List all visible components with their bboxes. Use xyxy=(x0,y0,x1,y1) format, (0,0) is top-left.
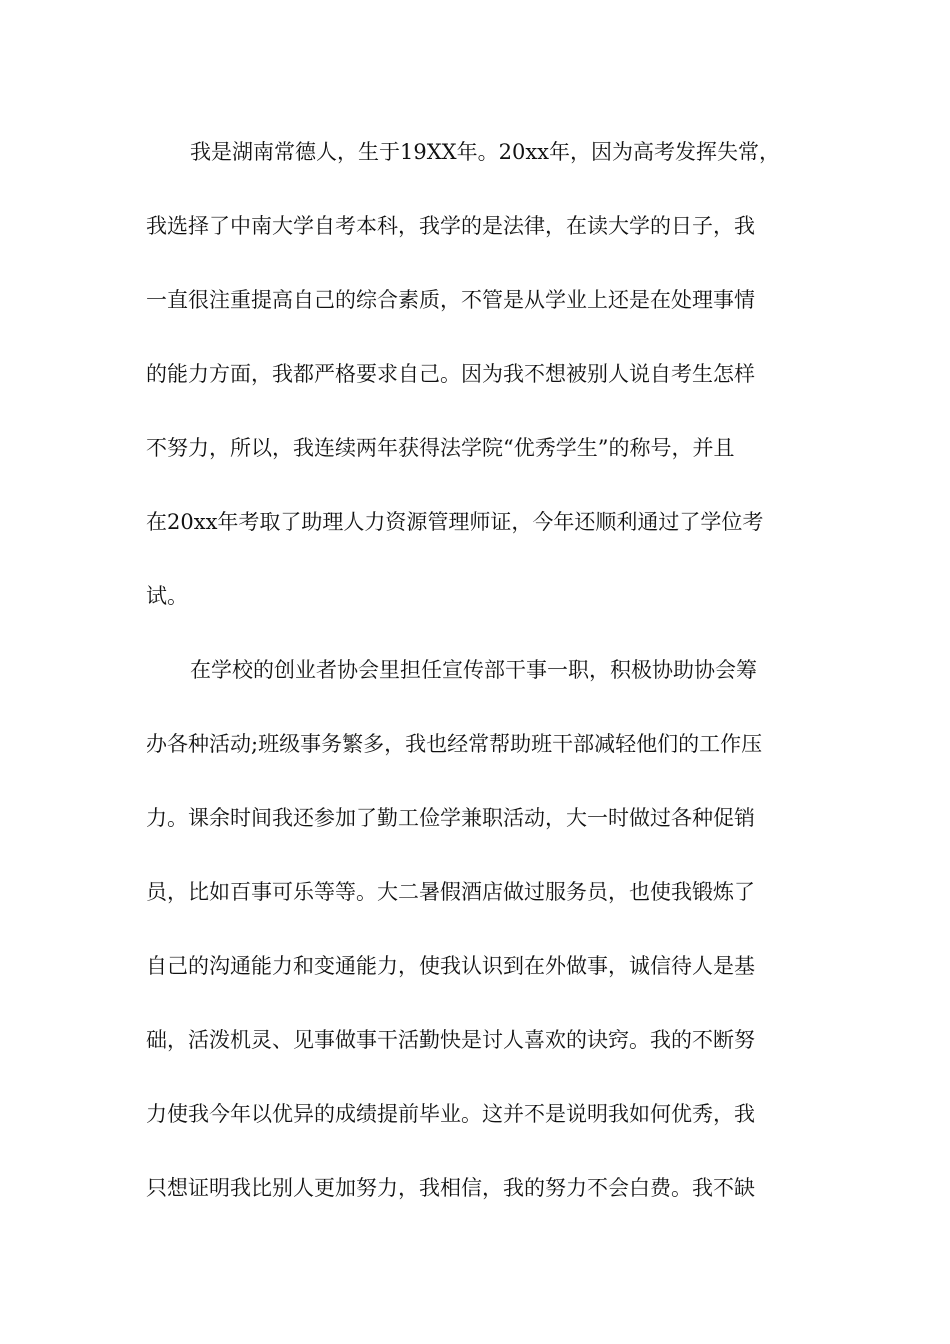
paragraph-1-line-7: 试。 xyxy=(146,584,188,608)
paragraph-2-line-4: 员，比如百事可乐等等。大二暑假酒店做过服务员，也使我锻炼了 xyxy=(146,880,755,904)
paragraph-2-line-5: 自己的沟通能力和变通能力，使我认识到在外做事，诚信待人是基 xyxy=(146,954,755,978)
paragraph-1-line-5: 不努力，所以，我连续两年获得法学院“优秀学生”的称号，并且 xyxy=(146,436,735,460)
paragraph-1-line-6: 在20xx年考取了助理人力资源管理师证，今年还顺利通过了学位考 xyxy=(146,510,764,534)
paragraph-2-line-7: 力使我今年以优异的成绩提前毕业。这并不是说明我如何优秀，我 xyxy=(146,1102,755,1126)
paragraph-2-line-2: 办各种活动;班级事务繁多，我也经常帮助班干部减轻他们的工作压 xyxy=(146,732,763,756)
paragraph-2-line-1: 在学校的创业者协会里担任宣传部干事一职，积极协助协会筹 xyxy=(190,658,757,682)
paragraph-1-line-1: 我是湖南常德人，生于19XX年。20xx年，因为高考发挥失常， xyxy=(190,140,781,164)
paragraph-2-line-8: 只想证明我比别人更加努力，我相信，我的努力不会白费。我不缺 xyxy=(146,1176,755,1200)
paragraph-1-line-4: 的能力方面，我都严格要求自己。因为我不想被别人说自考生怎样 xyxy=(146,362,755,386)
paragraph-2-line-3: 力。课余时间我还参加了勤工俭学兼职活动，大一时做过各种促销 xyxy=(146,806,755,830)
paragraph-2-line-6: 础，活泼机灵、见事做事干活勤快是讨人喜欢的诀窍。我的不断努 xyxy=(146,1028,755,1052)
paragraph-1-line-2: 我选择了中南大学自考本科，我学的是法律，在读大学的日子，我 xyxy=(146,214,755,238)
document-body xyxy=(146,126,806,1236)
paragraph-1-line-3: 一直很注重提高自己的综合素质，不管是从学业上还是在处理事情 xyxy=(146,288,755,312)
